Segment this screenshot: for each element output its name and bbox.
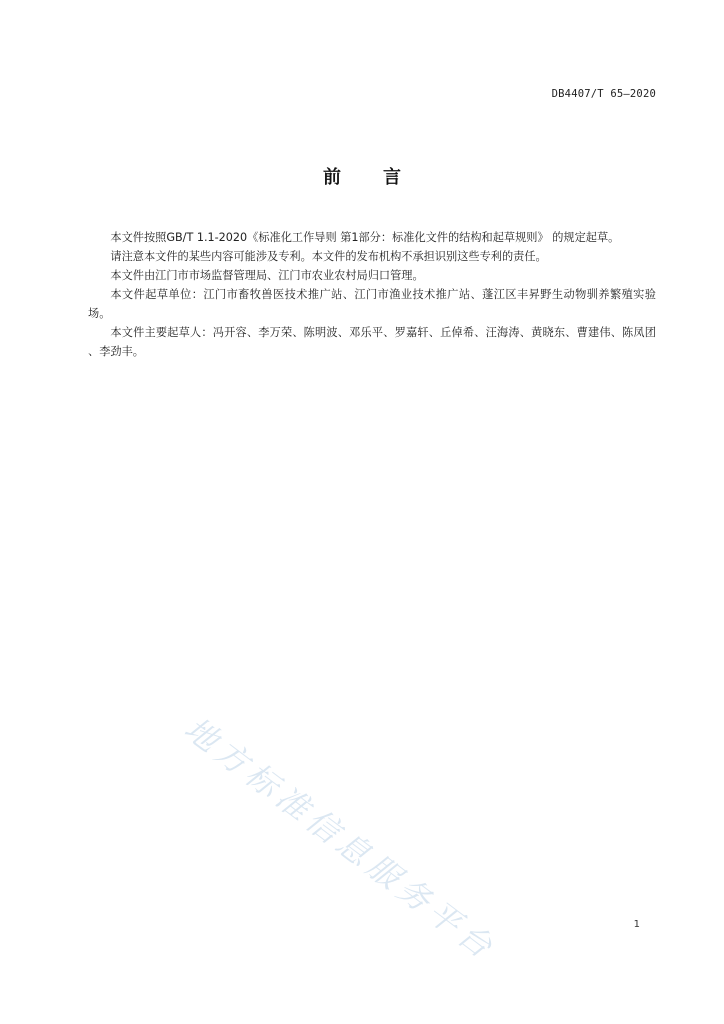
page-number: 1 (633, 919, 640, 930)
document-code: DB4407/T 65—2020 (551, 88, 656, 100)
watermark: 地方标准信息服务平台 (177, 709, 504, 969)
paragraph-drafters: 本文件主要起草人：冯开容、李万荣、陈明波、邓乐平、罗嘉轩、丘倬希、汪海涛、黄晓东、曹建伟、陈凤团 、李劲丰。 (88, 326, 656, 358)
paragraph-patent-notice: 请注意本文件的某些内容可能涉及专利。本文件的发布机构不承担识别这些专利的责任。 (110, 250, 547, 263)
paragraph-responsible-authority: 本文件由江门市市场监督管理局、江门市农业农村局归口管理。 (110, 269, 424, 282)
paragraph-drafting-rules: 本文件按照GB/T 1.1-2020《标准化工作导则 第1部分：标准化文件的结构和起草规则》 的规定起草。 (110, 231, 620, 244)
page-title (0, 163, 724, 189)
paragraph-drafting-units: 本文件起草单位：江门市畜牧兽医技术推广站、江门市渔业技术推广站、蓬江区丰昇野生动物驯养繁殖实验场。 (88, 288, 656, 320)
title-char-2: 言 (383, 167, 401, 188)
title-char-1: 前 (323, 167, 341, 188)
foreword-body (88, 228, 656, 361)
